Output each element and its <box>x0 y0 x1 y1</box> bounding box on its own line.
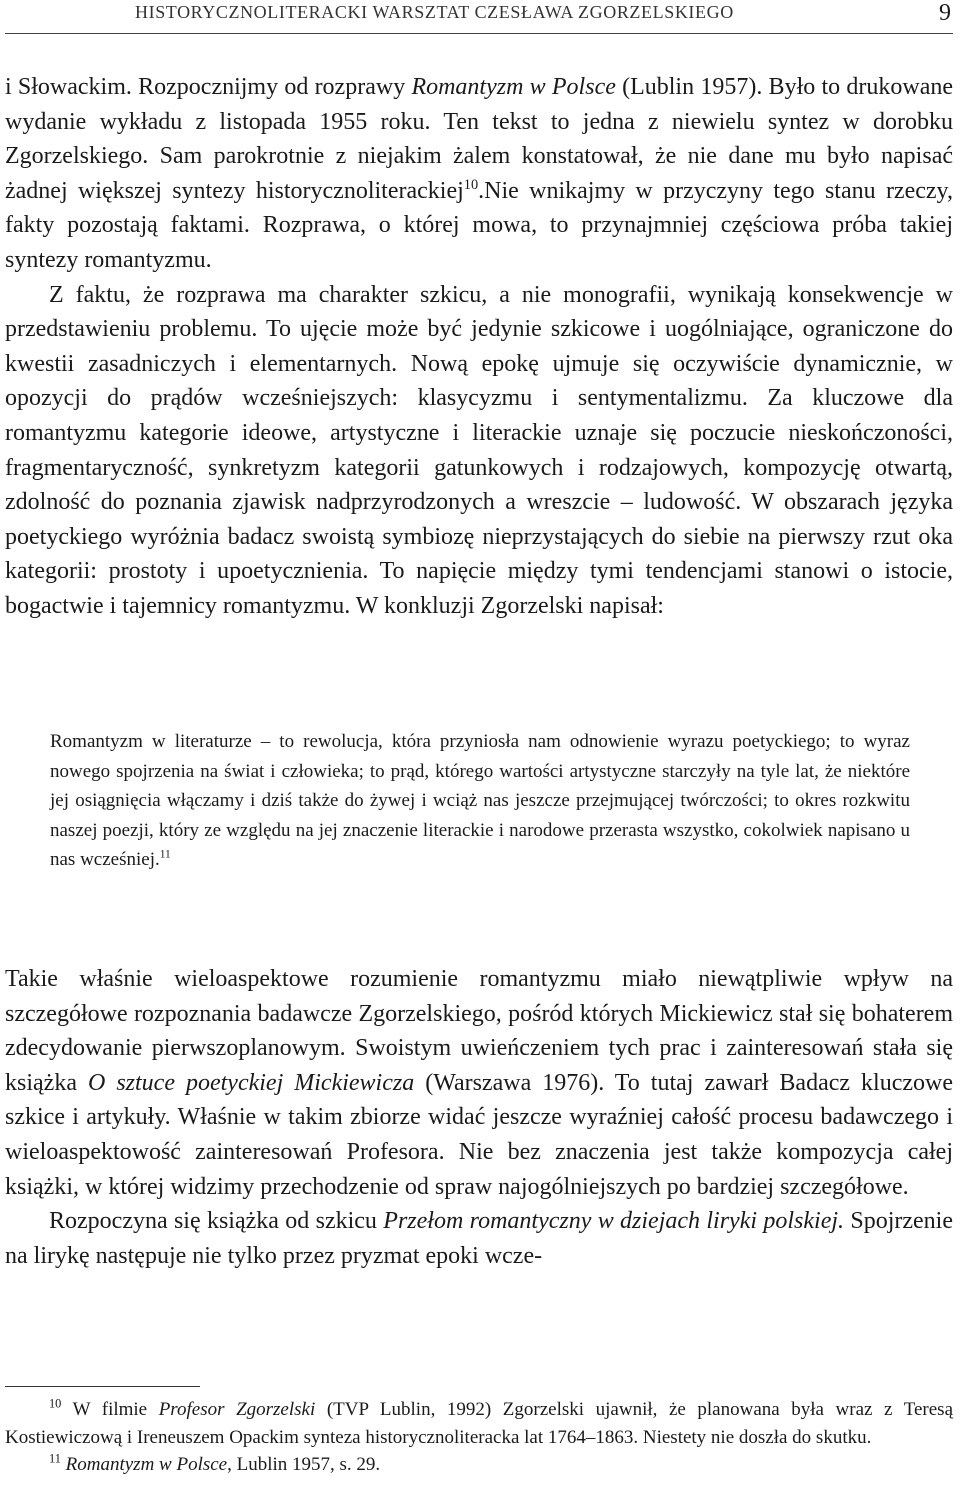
book-title: Romantyzm w Polsce <box>411 74 616 100</box>
body-text-upper <box>5 70 953 624</box>
footnote-11: $^{11}$ Romantyzm w Polsce, Lublin 1957, s. 29. <box>49 1451 381 1475</box>
footnote-rule <box>5 1386 200 1387</box>
paragraph-2: Z faktu, że rozprawa ma charakter szkicu, a nie monografii, wynikają konsekwencje w przedstawieniu problemu. To ujęcie może być jedynie szkicowe i uogólniające, ograniczone do kwestii zasadniczych i elementarnych. Nową epokę ujmuje się oczywiście dynamicznie, w opozycji do prądów wcześniejszych: klasycyzmu i sentymentalizmu. Za kluczowe dla romantyzmu kategorie ideowe, artystyczne i literackie uznaje się poczucie nieskończoności, fragmentaryczność, synkretyzm kategorii gatunkowych i rodzajowych, kompozycję otwartą, zdolność do poznania zjawisk nadprzyrodzonych a wreszcie – ludowość. W obszarach języka poetyckiego wyróżnia badacz swoistą symbiozę nieprzystających do siebie na pierwszy rzut oka kategorii: prostoty i upoetycznienia. To napięcie między tymi tendencjami stanowi o istocie, bogactwie i tajemnicy romantyzmu. W konkluzji Zgorzelski napisał: <box>5 281 953 619</box>
footnote-10: $^{10}$ W filmie Profesor Zgorzelski (TVP Lublin, 1992) Zgorzelski ujawnił, że planowana była wraz z Teresą Kostiewiczową i Ireneuszem Opackim synteza historycznoliteracka lat 1764–1863. Niestety nie doszła do skutku. <box>5 1396 954 1448</box>
book-title: Romantyzm w Polsce <box>65 1454 228 1475</box>
essay-title: Przełom romantyczny w dziejach liryki polskiej. <box>383 1208 845 1235</box>
page-header <box>5 2 953 30</box>
book-title: O sztuce poetyckiej Mickiewicza <box>87 1069 415 1096</box>
running-head: HISTORYCZNOLITERACKI WARSZTAT CZESŁAWA ZGORZELSKIEGO <box>135 2 734 22</box>
header-rule <box>5 33 953 34</box>
paragraph-4: Rozpoczyna się książka od szkicu Przełom romantyczny w dziejach liryki polskiej. Spojrzenie na lirykę następuje nie tylko przez pryzmat epoki wcze- <box>5 1208 954 1269</box>
block-quote: Romantyzm w literaturze – to rewolucja, która przyniosła nam odnowienie wyrazu poetyckiego; to wyraz nowego spojrzenia na świat i człowieka; to prąd, którego wartości artystyczne starczyły na tyle lat, że niektóre jej osiągnięcia włączamy i dziś także do żywej i wciąż nas jeszcze przejmującej twórczości; to okres rozkwitu naszej poezji, który ze względu na jej znaczenie literackie i narodowe przerasta wszystko, cokolwiek napisano u nas wcześniej.$^{11}$ <box>50 731 910 870</box>
footnotes <box>5 1396 953 1479</box>
document-page <box>5 0 953 1511</box>
footnote-number: 11 <box>49 1451 61 1466</box>
body-text-lower <box>5 962 953 1273</box>
footnote-ref-10[interactable]: 10 <box>463 176 479 193</box>
footnote-number: 10 <box>49 1396 62 1411</box>
paragraph-1: i Słowackim. Rozpocznijmy od rozprawy Romantyzm w Polsce (Lublin 1957). Było to drukowane wydanie wykładu z listopada 1955 roku. Ten tekst to jedna z niewielu syntez w dorobku Zgorzelskiego. Sam parokrotnie z niejakim żalem konstatował, że nie dane mu było napisać żadnej większej syntezy historycznoliterackiej$^{10}$.Nie wnikajmy w przyczyny tego stanu rzeczy, fakty pozostają faktami. Rozprawa, o której mowa, to przynajmniej częściowa próba takiej syntezy romantyzmu. <box>5 74 954 273</box>
page-number: 9 <box>939 0 951 26</box>
footnote-ref-11[interactable]: 11 <box>159 848 171 861</box>
film-title: Profesor Zgorzelski <box>158 1399 316 1420</box>
paragraph-3: Takie właśnie wieloaspektowe rozumienie romantyzmu miało niewątpliwie wpływ na szczegółowe rozpoznania badawcze Zgorzelskiego, pośród których Mickiewicz stał się bohaterem zdecydowanie pierwszoplanowym. Swoistym uwieńczeniem tych prac i zainteresowań stała się książka O sztuce poetyckiej Mickiewicza (Warszawa 1976). To tutaj zawarł Badacz kluczowe szkice i artykuły. Właśnie w takim zbiorze widać jeszcze wyraźniej całość procesu badawczego i wieloaspektowość zainteresowań Profesora. Nie bez znaczenia jest także kompozycja całej książki, w której widzimy przechodzenie od spraw najogólniejszych po bardziej szczegółowe. <box>5 966 954 1200</box>
